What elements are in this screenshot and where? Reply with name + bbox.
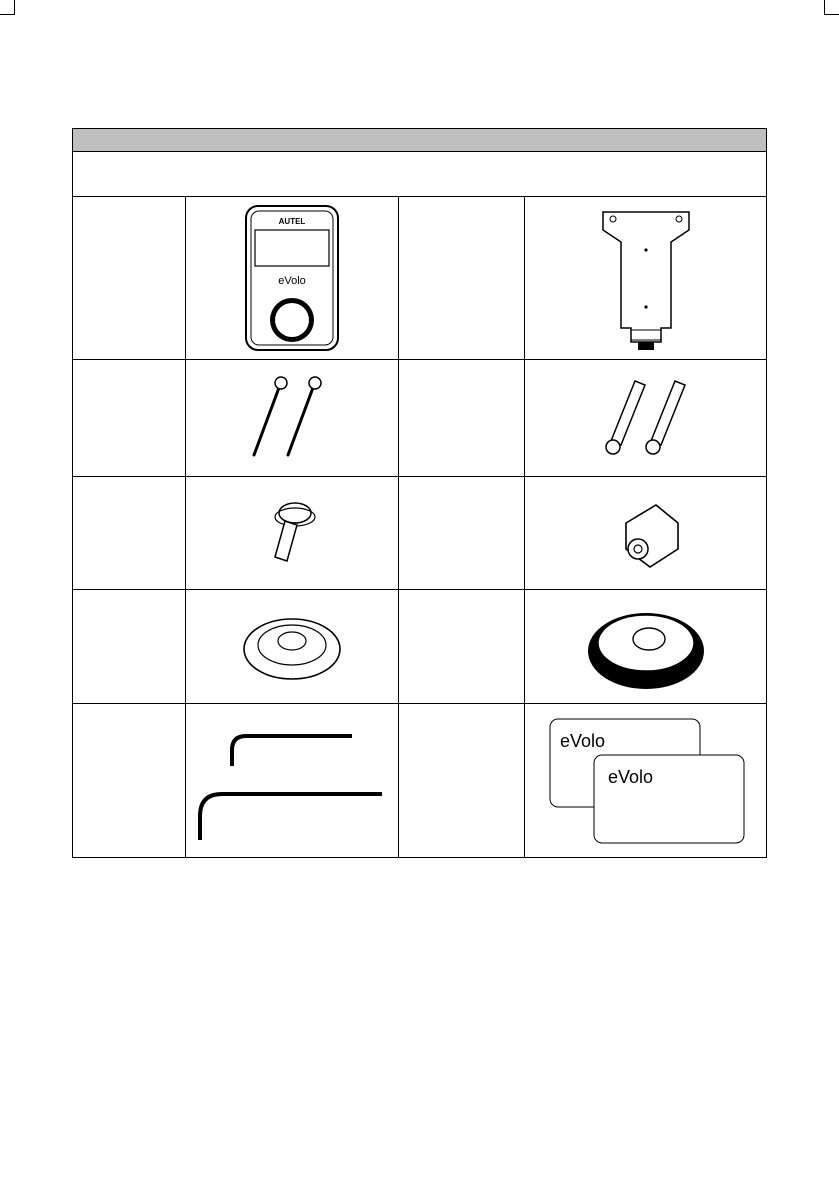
item-name — [399, 197, 525, 360]
sealing-plug-cell — [525, 590, 767, 704]
item-name — [73, 360, 186, 477]
charger-brand: AUTEL — [278, 217, 306, 226]
package-contents-table — [72, 128, 767, 858]
rfid-cards-cell — [525, 704, 767, 858]
sealing-plug-icon — [581, 599, 711, 695]
charger-unit-cell — [186, 197, 399, 360]
table-row — [73, 360, 767, 477]
cable-gland-cell — [525, 477, 767, 590]
table-row — [73, 197, 767, 360]
long-screws-cell — [186, 360, 399, 477]
item-name — [399, 590, 525, 704]
item-name — [73, 590, 186, 704]
rubber-grommet-cell — [186, 590, 399, 704]
torx-keys-icon — [192, 716, 392, 846]
card-logo-back: eVolo — [559, 730, 605, 751]
rfid-cards-icon — [546, 715, 746, 847]
charger-logo: eVolo — [278, 275, 306, 287]
bolt-with-washer-cell — [186, 477, 399, 590]
item-name — [73, 704, 186, 858]
wall-bracket-cell — [525, 197, 767, 360]
crop-mark-top-left — [0, 0, 15, 15]
wall-anchors-cell — [525, 360, 767, 477]
cable-gland-icon — [606, 493, 686, 573]
bolt-with-washer-icon — [257, 495, 327, 571]
table-row — [73, 590, 767, 704]
wall-anchors-icon — [591, 375, 701, 461]
item-name — [73, 197, 186, 360]
table-header — [73, 129, 767, 152]
wall-bracket-icon — [591, 202, 701, 354]
torx-keys-cell — [186, 704, 399, 858]
item-name — [399, 360, 525, 477]
table-row — [73, 704, 767, 858]
rubber-grommet-icon — [237, 609, 347, 685]
card-logo-front: eVolo — [607, 766, 653, 787]
table-subheader — [73, 152, 767, 197]
item-name — [399, 477, 525, 590]
table-row — [73, 477, 767, 590]
crop-mark-top-right — [824, 0, 839, 15]
charger-unit-icon — [242, 202, 342, 354]
item-name — [73, 477, 186, 590]
item-name — [399, 704, 525, 858]
long-screws-icon — [242, 375, 342, 461]
